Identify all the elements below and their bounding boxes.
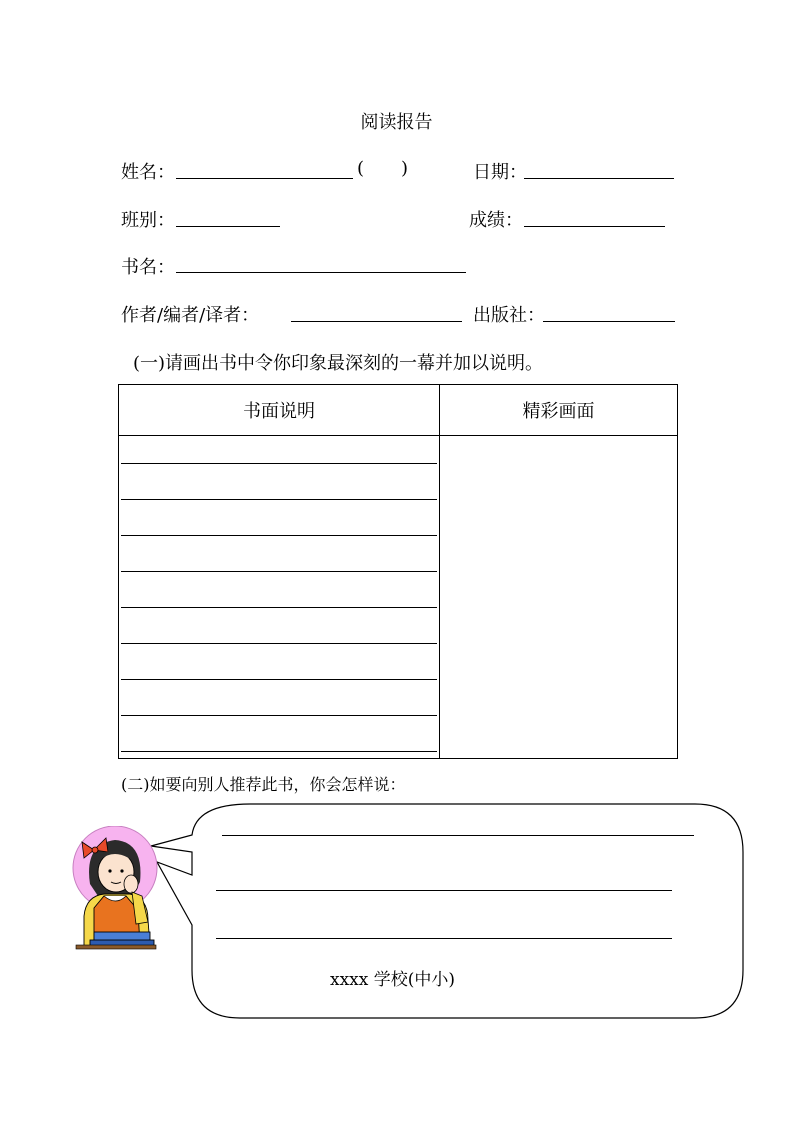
- table-header-description: 书面说明: [119, 385, 440, 436]
- date-label: 日期：: [473, 162, 527, 183]
- page-title: 阅读报告: [360, 112, 433, 133]
- table-header-picture: 精彩画面: [440, 385, 678, 436]
- book-title-label: 书名：: [121, 257, 175, 278]
- publisher-label: 出版社：: [473, 305, 545, 326]
- recommend-line[interactable]: [216, 938, 672, 939]
- school-name: xxxx 学校(中小): [330, 970, 456, 990]
- score-label: 成绩：: [469, 210, 523, 231]
- author-label: 作者/编者/译者：: [121, 305, 260, 326]
- section-one-prompt: (一)请画出书中令你印象最深刻的一幕并加以说明。: [133, 353, 544, 374]
- recommend-line[interactable]: [216, 890, 672, 891]
- section-two-prompt: (二)如要向别人推荐此书，你会怎样说：: [121, 775, 406, 794]
- recommend-line[interactable]: [222, 835, 694, 836]
- name-label: 姓名：: [121, 162, 175, 183]
- girl-reading-illustration: [70, 826, 160, 950]
- seat-paren-close: ): [401, 158, 409, 179]
- class-label: 班别：: [121, 210, 175, 231]
- seat-paren-open: (: [357, 158, 365, 179]
